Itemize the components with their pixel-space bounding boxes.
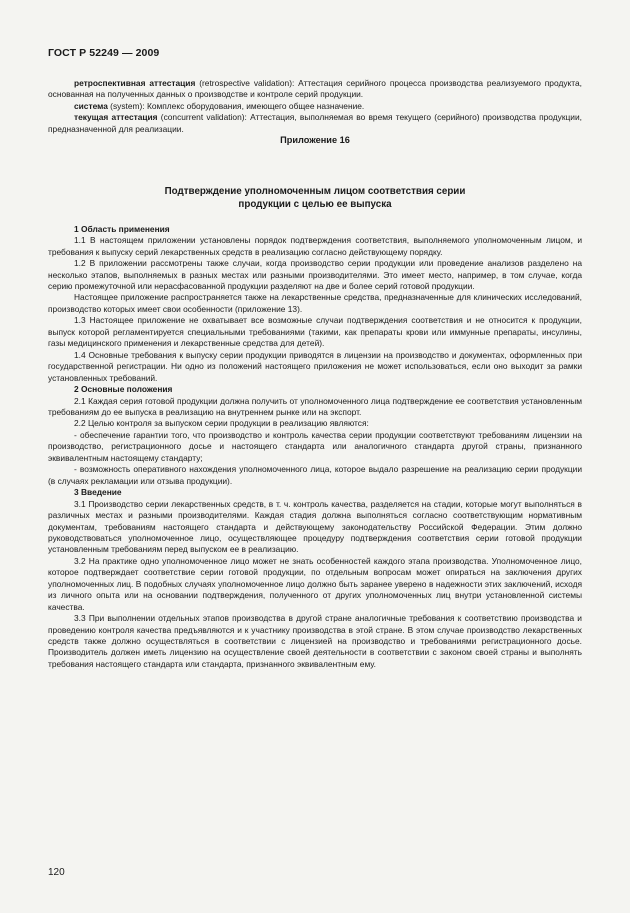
definition-paragraph [48,78,582,101]
paragraph: 1.2 В приложении рассмотрены также случаи, когда производство серии продукции или проведение анализов разделено на несколько этапов, выполняемых в разных местах или разными производителями. Это имеет место, например, в том случае, когда серию промежуточной или нерасфасованной продукции разделяют на две и более серий готовой продукции. [48,258,582,291]
definition-paragraph [48,101,582,112]
section-heading: 2 Основные положения [74,384,173,395]
definition-term: текущая аттестация [74,112,158,123]
list-item: - возможность оперативного нахождения уполномоченного лица, которое выдало разрешение на реализацию серии продукции (в случаях рекламации или отзыва продукции). [48,464,582,486]
paragraph: 1.1 В настоящем приложении установлены порядок подтверждения соответствия, выполняемого уполномоченным лицом, и требования к выпуску серий лекарственных средств в реализацию согласно действующему порядку. [48,235,582,257]
paragraph: 1.4 Основные требования к выпуску серии продукции приводятся в лицензии на производство и документах, оформленных при государственной регистрации. Ни одно из положений настоящего приложения не может использоваться, если оно выходит за рамки установленных требований. [48,349,582,383]
paragraph: 3.3 При выполнении отдельных этапов производства в другой стране аналогичные требования к соответствию производства и проведению контроля качества предъявляются и к участнику производства в этой стране. В этом случае производство лекарственных средств также должно осуществляться в соответствии с лицензией на производство и требованиями регистрационного досье. Производитель должен иметь лицензию на осуществление своей деятельности в соответствии с законом своей страны и выполнять требования настоящего стандарта или стандарта, признанного эквивалентным ему. [48,613,582,669]
document-code: ГОСТ Р 52249 — 2009 [48,47,160,59]
annex-label: Приложение 16 [280,135,350,146]
paragraph: 3.1 Производство серии лекарственных средств, в т. ч. контроль качества, разделяется на стадии, которые могут выполняться в различных местах и разными производителями. Каждая стадия должна выполняться согласно соответствующим нормативным документам, требованиям настоящего стандарта и действующему законодательству Российской Федерации. Этим должно руководствоваться уполномоченное лицо, осуществляющее процедуру подтверждения соответствия серии готовой продукции установленным требованиям перед выпуском ее в реализацию. [48,498,582,555]
annex-title-line: Подтверждение уполномоченным лицом соответствия серии [164,185,466,197]
definition-text: (concurrent validation): Аттестация, выполняемая во время текущего (серийного) производства продукции, предназначенной для реализации. [48,112,582,134]
annex-title-line: продукции с целью ее выпуска [238,198,392,210]
paragraph: 3.2 На практике одно уполномоченное лицо может не знать особенностей каждого этапа производства. Уполномоченное лицо, которое подтверждает соответствие серии готовой продукции, по отдельным вопросам может опираться на заключения других уполномоченных лиц. В подобных случаях уполномоченное лицо должно быть заранее уверено в надежности этих заключений, исходя из личного опыта или на основании подтверждения, полученного от других уполномоченных лиц внутри установленной системы качества. [48,555,582,612]
page-content [48,78,582,670]
page-number: 120 [48,867,65,878]
definition-text: (system): Комплекс оборудования, имеющего общее назначение. [107,100,365,111]
annex-title [48,185,582,211]
paragraph: 1.3 Настоящее приложение не охватывает все возможные случаи подтверждения соответствия и не относится к продукции, выпуск которой регламентируется специальными требованиями (такими, как препараты крови или иммунные препараты, инсулины, газы медицинского применения и лекарственные средства для детей). [48,315,582,349]
paragraph: Настоящее приложение распространяется также на лекарственные средства, предназначенные для клинических исследований, производство которых имеет свои особенности (приложение 13). [48,292,582,314]
list-item: - обеспечение гарантии того, что производство и контроль качества серии продукции соответствуют требованиям лицензии на производство, регистрационного досье и настоящего стандарта или аналогичного стандарта другой страны, признанного эквивалентным настоящему стандарту; [48,429,582,463]
definition-paragraph [48,112,582,135]
paragraph: 2.1 Каждая серия готовой продукции должна получить от уполномоченного лица подтверждение ее соответствия установленным требованиям до ее выпуска в реализацию на внутреннем рынке или на экспорт. [48,395,582,417]
definition-text: (retrospective validation): Аттестация серийного процесса производства реализуемого продукта, основанная на полученных данных о производстве и контроле серий продукции. [48,78,582,100]
definition-term: ретроспективная аттестация [74,78,196,88]
section-heading: 3 Введение [74,487,122,498]
paragraph: 2.2 Целью контроля за выпуском серии продукции в реализацию являются: [74,418,369,429]
definition-term: система [74,100,108,111]
section-heading: 1 Область применения [74,223,170,234]
